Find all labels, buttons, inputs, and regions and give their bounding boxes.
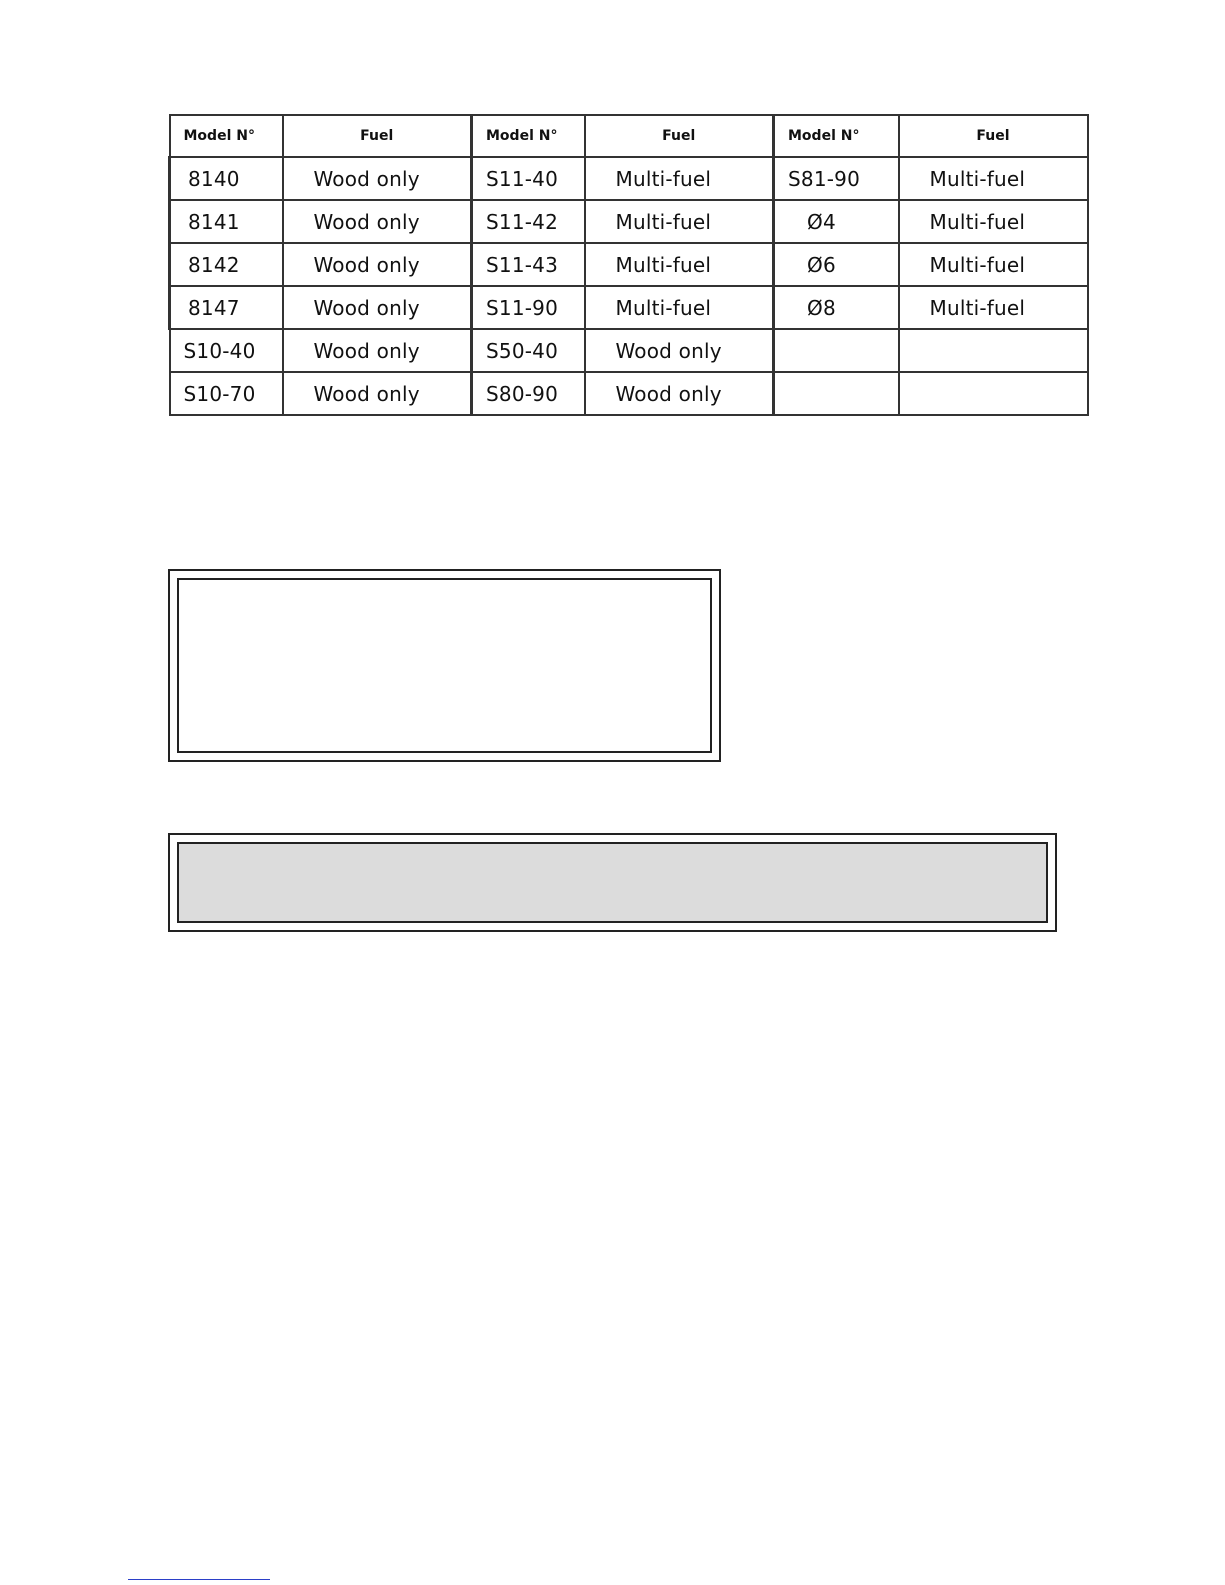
model-cell: S11-90: [472, 286, 585, 329]
table-row: [170, 200, 1088, 243]
model-cell: 8141: [170, 200, 283, 243]
fuel-cell: Multi-fuel: [899, 157, 1088, 200]
model-cell: S50-40: [472, 329, 585, 372]
fuel-cell: Multi-fuel: [585, 157, 774, 200]
model-cell: Ø8: [774, 286, 899, 329]
fuel-cell: Multi-fuel: [899, 200, 1088, 243]
model-cell: [774, 329, 899, 372]
table-row: [170, 243, 1088, 286]
fuel-cell: Multi-fuel: [585, 286, 774, 329]
header-model-2: Model N°: [472, 115, 585, 157]
fuel-cell: Wood only: [283, 157, 472, 200]
footnote-separator: [128, 1579, 270, 1580]
table-row: [170, 286, 1088, 329]
model-cell: 8147: [170, 286, 283, 329]
model-cell: 8142: [170, 243, 283, 286]
fuel-cell: Multi-fuel: [899, 243, 1088, 286]
fuel-cell: Wood only: [283, 286, 472, 329]
model-cell: S11-43: [472, 243, 585, 286]
grey-notice-box: [168, 833, 1057, 932]
empty-double-border-box: [168, 569, 721, 762]
model-cell: Ø6: [774, 243, 899, 286]
model-cell: S81-90: [774, 157, 899, 200]
fuel-cell: Multi-fuel: [585, 243, 774, 286]
header-model-3: Model N°: [774, 115, 899, 157]
models-fuel-table: [168, 114, 1089, 416]
fuel-cell: [899, 329, 1088, 372]
table-row: [170, 329, 1088, 372]
fuel-cell: Wood only: [283, 243, 472, 286]
model-cell: S10-40: [170, 329, 283, 372]
model-cell: [774, 372, 899, 415]
fuel-cell: Multi-fuel: [585, 200, 774, 243]
header-model-1: Model N°: [170, 115, 283, 157]
table-row: [170, 157, 1088, 200]
table-header-row: [170, 115, 1088, 157]
grey-notice-box-inner: [177, 842, 1048, 923]
fuel-cell: [899, 372, 1088, 415]
model-cell: S11-40: [472, 157, 585, 200]
header-fuel-3: Fuel: [899, 115, 1088, 157]
header-fuel-1: Fuel: [283, 115, 472, 157]
model-cell: S80-90: [472, 372, 585, 415]
header-fuel-2: Fuel: [585, 115, 774, 157]
fuel-cell: Wood only: [283, 372, 472, 415]
model-cell: Ø4: [774, 200, 899, 243]
empty-box-inner-frame: [177, 578, 712, 753]
model-cell: S11-42: [472, 200, 585, 243]
fuel-cell: Wood only: [585, 329, 774, 372]
fuel-cell: Wood only: [283, 200, 472, 243]
model-cell: 8140: [170, 157, 283, 200]
fuel-cell: Wood only: [585, 372, 774, 415]
table-row: [170, 372, 1088, 415]
model-cell: S10-70: [170, 372, 283, 415]
fuel-cell: Wood only: [283, 329, 472, 372]
fuel-cell: Multi-fuel: [899, 286, 1088, 329]
